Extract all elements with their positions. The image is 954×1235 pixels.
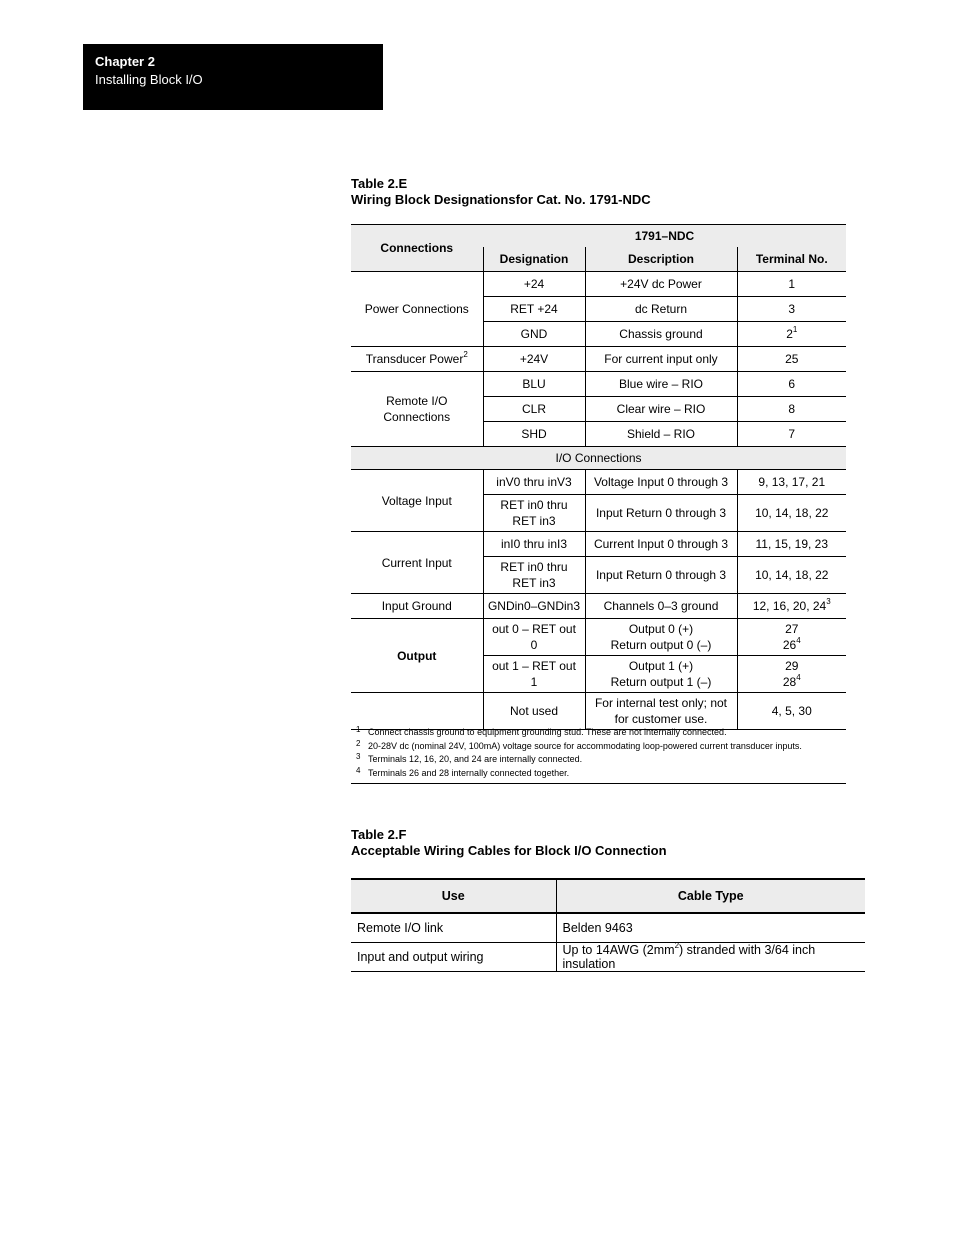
designation: out 1 – RET out 1 bbox=[483, 656, 585, 693]
table-f-caption bbox=[351, 827, 667, 859]
description: Channels 0–3 ground bbox=[585, 594, 737, 619]
designation: CLR bbox=[483, 397, 585, 422]
description: dc Return bbox=[585, 297, 737, 322]
footnote: 2 20-28V dc (nominal 24V, 100mA) voltage source for accommodating loop-powered current transducer inputs. bbox=[356, 738, 802, 751]
terminal: 27 $26^4$ bbox=[737, 619, 846, 656]
group-transducer-power: Transducer Power$^2$ bbox=[351, 347, 483, 372]
terminal: 10, 14, 18, 22 bbox=[737, 557, 846, 594]
description: Shield – RIO bbox=[585, 422, 737, 447]
cable-cell: Up to 14AWG $(2mm^2)$ stranded with 3/64 inch insulation bbox=[556, 943, 865, 972]
terminal: 7 bbox=[737, 422, 846, 447]
description: Input Return 0 through 3 bbox=[585, 495, 737, 532]
table-row bbox=[351, 943, 865, 972]
group-input-ground: Input Ground bbox=[351, 594, 483, 619]
designation: GND bbox=[483, 322, 585, 347]
terminal: 11, 15, 19, 23 bbox=[737, 532, 846, 557]
use-cell: Input and output wiring bbox=[351, 943, 556, 972]
description: Output 0 (+) Return output 0 (–) bbox=[585, 619, 737, 656]
group-output: Output bbox=[351, 619, 483, 693]
description: Voltage Input 0 through 3 bbox=[585, 470, 737, 495]
col-use: Use bbox=[351, 879, 556, 913]
chapter-title: Installing Block I/O bbox=[95, 72, 203, 87]
col-cable-type: Cable Type bbox=[556, 879, 865, 913]
designation: RET in0 thru RET in3 bbox=[483, 557, 585, 594]
group-current-input: Current Input bbox=[351, 532, 483, 594]
col-designation: Designation bbox=[483, 247, 585, 272]
footnote: 4 Terminals 26 and 28 internally connected together. bbox=[356, 765, 570, 778]
designation: Not used bbox=[483, 693, 585, 730]
description: For internal test only; not for customer use. bbox=[585, 693, 737, 730]
terminal: 6 bbox=[737, 372, 846, 397]
table-row bbox=[351, 693, 846, 730]
group-voltage-input: Voltage Input bbox=[351, 470, 483, 532]
table-row bbox=[351, 619, 846, 656]
col-terminal: Terminal No. bbox=[737, 247, 846, 272]
terminal: 3 bbox=[737, 297, 846, 322]
description: For current input only bbox=[585, 347, 737, 372]
table-e-caption bbox=[351, 176, 651, 208]
terminal: 8 bbox=[737, 397, 846, 422]
col-connections: Connections bbox=[351, 225, 483, 272]
table-f-number: Table 2.F bbox=[351, 827, 407, 842]
use-cell: Remote I/O link bbox=[351, 913, 556, 943]
table-row bbox=[351, 470, 846, 495]
designation: inI0 thru inI3 bbox=[483, 532, 585, 557]
group-power-connections: Power Connections bbox=[351, 272, 483, 347]
terminal: 4, 5, 30 bbox=[737, 693, 846, 730]
designation: RET +24 bbox=[483, 297, 585, 322]
table-row bbox=[351, 347, 846, 372]
description: +24V dc Power bbox=[585, 272, 737, 297]
terminal: 25 bbox=[737, 347, 846, 372]
designation: BLU bbox=[483, 372, 585, 397]
table-e-number: Table 2.E bbox=[351, 176, 408, 191]
designation: RET in0 thru RET in3 bbox=[483, 495, 585, 532]
cable-cell: Belden 9463 bbox=[556, 913, 865, 943]
chapter-header bbox=[83, 44, 383, 110]
terminal: $2^1$ bbox=[737, 322, 846, 347]
description: Output 1 (+) Return output 1 (–) bbox=[585, 656, 737, 693]
col-description: Description bbox=[585, 247, 737, 272]
designation: +24 bbox=[483, 272, 585, 297]
terminal: 1 bbox=[737, 272, 846, 297]
table-e-footnotes bbox=[351, 726, 846, 784]
table-f bbox=[351, 878, 865, 972]
group-empty bbox=[351, 693, 483, 730]
io-connections-section: I/O Connections bbox=[351, 447, 846, 470]
table-row bbox=[351, 594, 846, 619]
table-f-title: Acceptable Wiring Cables for Block I/O Connection bbox=[351, 843, 667, 858]
footnote: 3 Terminals 12, 16, 20, and 24 are internally connected. bbox=[356, 752, 583, 764]
col-group-1791-ndc: 1791–NDC bbox=[483, 225, 846, 248]
terminal: 29 $28^4$ bbox=[737, 656, 846, 693]
footnote: 1 Connect chassis ground to equipment grounding stud. These are not internally connected. bbox=[356, 725, 727, 737]
terminal: 9, 13, 17, 21 bbox=[737, 470, 846, 495]
description: Current Input 0 through 3 bbox=[585, 532, 737, 557]
table-e bbox=[351, 224, 846, 730]
designation: out 0 – RET out 0 bbox=[483, 619, 585, 656]
group-remote-io: Remote I/O Connections bbox=[351, 372, 483, 447]
designation: SHD bbox=[483, 422, 585, 447]
table-row bbox=[351, 532, 846, 557]
chapter-number: Chapter 2 bbox=[95, 54, 155, 69]
description: Blue wire – RIO bbox=[585, 372, 737, 397]
terminal: 10, 14, 18, 22 bbox=[737, 495, 846, 532]
description: Chassis ground bbox=[585, 322, 737, 347]
table-e-title: Wiring Block Designationsfor Cat. No. 1791-NDC bbox=[351, 192, 651, 207]
designation: +24V bbox=[483, 347, 585, 372]
terminal: 12, 16, 20, $24^3$ bbox=[737, 594, 846, 619]
designation: GNDin0–GNDin3 bbox=[483, 594, 585, 619]
table-row bbox=[351, 913, 865, 943]
table-row bbox=[351, 372, 846, 397]
description: Clear wire – RIO bbox=[585, 397, 737, 422]
table-row bbox=[351, 272, 846, 297]
designation: inV0 thru inV3 bbox=[483, 470, 585, 495]
description: Input Return 0 through 3 bbox=[585, 557, 737, 594]
